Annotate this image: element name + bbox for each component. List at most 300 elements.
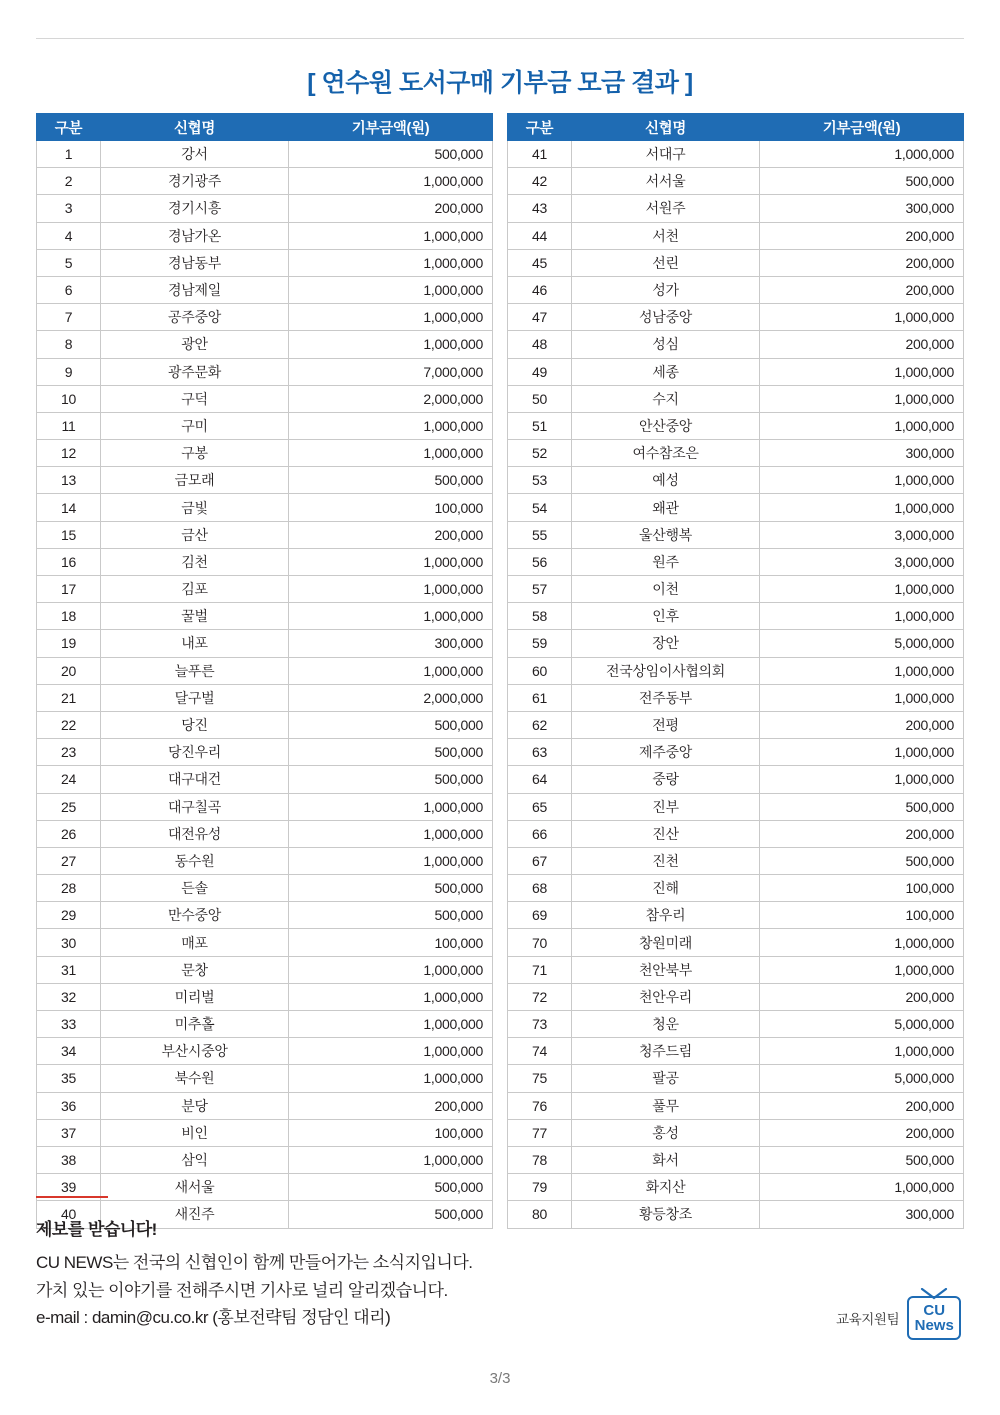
cell-amount: 500,000 (289, 467, 493, 494)
table-row (508, 820, 964, 847)
table-row (508, 1011, 964, 1038)
cell-name: 경남동부 (101, 249, 289, 276)
table-row (508, 168, 964, 195)
cell-no: 36 (37, 1092, 101, 1119)
cell-amount: 1,000,000 (760, 494, 964, 521)
cell-name: 예성 (572, 467, 760, 494)
cell-amount: 1,000,000 (760, 141, 964, 168)
cell-amount: 200,000 (760, 820, 964, 847)
table-row (37, 847, 493, 874)
cell-no: 1 (37, 141, 101, 168)
cell-no: 73 (508, 1011, 572, 1038)
cell-no: 13 (37, 467, 101, 494)
footer-heading: 제보를 받습니다! (36, 1220, 157, 1239)
cell-name: 성가 (572, 276, 760, 303)
cell-name: 구봉 (101, 440, 289, 467)
cell-name: 천안북부 (572, 956, 760, 983)
cell-no: 68 (508, 875, 572, 902)
table-row (508, 304, 964, 331)
cell-no: 72 (508, 983, 572, 1010)
cell-amount: 500,000 (289, 766, 493, 793)
table-row (37, 1119, 493, 1146)
cell-amount: 1,000,000 (760, 684, 964, 711)
table-row (508, 929, 964, 956)
cell-no: 22 (37, 711, 101, 738)
cell-no: 49 (508, 358, 572, 385)
cell-amount: 300,000 (289, 630, 493, 657)
cell-amount: 300,000 (760, 440, 964, 467)
cell-amount: 1,000,000 (760, 929, 964, 956)
cell-amount: 1,000,000 (289, 276, 493, 303)
cell-no: 9 (37, 358, 101, 385)
cell-no: 53 (508, 467, 572, 494)
header-divider (36, 38, 964, 39)
cell-no: 4 (37, 222, 101, 249)
cell-amount: 1,000,000 (760, 467, 964, 494)
cell-amount: 7,000,000 (289, 358, 493, 385)
cell-name: 경남제일 (101, 276, 289, 303)
donation-table-right (507, 113, 964, 1229)
logo-box (907, 1296, 961, 1340)
column-header-name: 신협명 (101, 114, 289, 141)
cell-no: 69 (508, 902, 572, 929)
cell-no: 61 (508, 684, 572, 711)
cell-no: 31 (37, 956, 101, 983)
cell-no: 60 (508, 657, 572, 684)
cell-name: 구미 (101, 412, 289, 439)
cell-no: 29 (37, 902, 101, 929)
cell-amount: 1,000,000 (760, 1174, 964, 1201)
cell-name: 성심 (572, 331, 760, 358)
column-header-amount: 기부금액(원) (289, 114, 493, 141)
cell-no: 64 (508, 766, 572, 793)
cell-no: 57 (508, 576, 572, 603)
cell-no: 43 (508, 195, 572, 222)
table-row (508, 902, 964, 929)
cell-no: 66 (508, 820, 572, 847)
cell-name: 달구벌 (101, 684, 289, 711)
cell-name: 부산시중앙 (101, 1038, 289, 1065)
cell-name: 화서 (572, 1146, 760, 1173)
cell-no: 6 (37, 276, 101, 303)
brand-block (836, 1288, 963, 1340)
cell-name: 청주드림 (572, 1038, 760, 1065)
cell-no: 47 (508, 304, 572, 331)
table-row (508, 711, 964, 738)
cell-no: 26 (37, 820, 101, 847)
cell-amount: 5,000,000 (760, 1011, 964, 1038)
table-row (37, 222, 493, 249)
cell-amount: 500,000 (760, 1146, 964, 1173)
table-row (37, 630, 493, 657)
cell-amount: 200,000 (760, 983, 964, 1010)
cell-amount: 100,000 (760, 875, 964, 902)
table-row (37, 820, 493, 847)
cell-amount: 1,000,000 (289, 603, 493, 630)
table-row (37, 684, 493, 711)
table-row (508, 276, 964, 303)
cell-amount: 1,000,000 (289, 983, 493, 1010)
cell-no: 20 (37, 657, 101, 684)
cell-no: 76 (508, 1092, 572, 1119)
table-row (508, 521, 964, 548)
cell-name: 김포 (101, 576, 289, 603)
cell-no: 41 (508, 141, 572, 168)
cell-amount: 5,000,000 (760, 1065, 964, 1092)
team-label: 교육지원팀 (836, 1312, 900, 1327)
table-row (37, 548, 493, 575)
cell-name: 여수참조은 (572, 440, 760, 467)
cell-amount: 1,000,000 (760, 603, 964, 630)
cell-name: 금산 (101, 521, 289, 548)
cell-name: 안산중앙 (572, 412, 760, 439)
cell-name: 당진 (101, 711, 289, 738)
cell-amount: 200,000 (289, 195, 493, 222)
table-row (37, 1092, 493, 1119)
cell-no: 80 (508, 1201, 572, 1228)
cell-amount: 1,000,000 (760, 739, 964, 766)
footer-contact-email[interactable]: e-mail : damin@cu.co.kr (홍보전략팀 정담인 대리) (36, 1308, 391, 1328)
cell-no: 50 (508, 385, 572, 412)
cell-no: 39 (37, 1174, 101, 1201)
table-row (37, 385, 493, 412)
cell-amount: 500,000 (760, 793, 964, 820)
table-row (37, 983, 493, 1010)
cell-no: 52 (508, 440, 572, 467)
cell-no: 32 (37, 983, 101, 1010)
cell-amount: 1,000,000 (289, 249, 493, 276)
cell-no: 33 (37, 1011, 101, 1038)
cell-amount: 500,000 (289, 711, 493, 738)
cell-name: 경남가온 (101, 222, 289, 249)
cell-name: 성남중앙 (572, 304, 760, 331)
table-row (508, 847, 964, 874)
cell-amount: 1,000,000 (289, 1011, 493, 1038)
donation-table-left (36, 113, 493, 1229)
table-row (37, 168, 493, 195)
cell-no: 45 (508, 249, 572, 276)
cell-no: 63 (508, 739, 572, 766)
logo-text-news: News (914, 1317, 954, 1334)
cell-no: 48 (508, 331, 572, 358)
cell-amount: 1,000,000 (760, 1038, 964, 1065)
cell-name: 풀무 (572, 1092, 760, 1119)
cell-name: 진해 (572, 875, 760, 902)
cell-no: 78 (508, 1146, 572, 1173)
table-row (37, 902, 493, 929)
table-row (508, 548, 964, 575)
column-header-no: 구분 (37, 114, 101, 141)
cell-name: 수지 (572, 385, 760, 412)
table-row (37, 195, 493, 222)
table-row (508, 412, 964, 439)
cell-no: 35 (37, 1065, 101, 1092)
table-row (37, 1146, 493, 1173)
table-row (37, 956, 493, 983)
table-row (37, 440, 493, 467)
cell-name: 문창 (101, 956, 289, 983)
cell-no: 79 (508, 1174, 572, 1201)
cell-amount: 100,000 (289, 1119, 493, 1146)
table-row (508, 467, 964, 494)
cell-name: 세종 (572, 358, 760, 385)
table-row (508, 739, 964, 766)
table-row (37, 494, 493, 521)
cell-name: 참우리 (572, 902, 760, 929)
cell-no: 7 (37, 304, 101, 331)
cell-amount: 500,000 (760, 847, 964, 874)
cell-amount: 100,000 (289, 929, 493, 956)
cell-name: 진천 (572, 847, 760, 874)
cell-no: 14 (37, 494, 101, 521)
table-row (37, 929, 493, 956)
cell-name: 꿀벌 (101, 603, 289, 630)
cell-amount: 1,000,000 (289, 331, 493, 358)
cell-amount: 300,000 (760, 195, 964, 222)
table-row (37, 276, 493, 303)
cell-amount: 5,000,000 (760, 630, 964, 657)
cell-no: 62 (508, 711, 572, 738)
cell-name: 서서울 (572, 168, 760, 195)
table-row (37, 657, 493, 684)
cell-no: 56 (508, 548, 572, 575)
cell-no: 8 (37, 331, 101, 358)
table-row (508, 875, 964, 902)
cell-amount: 1,000,000 (289, 412, 493, 439)
cell-amount: 1,000,000 (289, 440, 493, 467)
cell-amount: 200,000 (760, 1119, 964, 1146)
logo-text-cu: CU (923, 1301, 946, 1319)
cell-amount: 1,000,000 (760, 412, 964, 439)
cell-amount: 500,000 (289, 1174, 493, 1201)
donation-tables (36, 113, 964, 1229)
table-row (508, 1174, 964, 1201)
cell-no: 28 (37, 875, 101, 902)
cu-news-logo (907, 1288, 963, 1340)
table-row (508, 494, 964, 521)
cell-name: 공주중앙 (101, 304, 289, 331)
cell-amount: 1,000,000 (289, 820, 493, 847)
cell-name: 대구칠곡 (101, 793, 289, 820)
table-row (508, 603, 964, 630)
cell-no: 2 (37, 168, 101, 195)
cell-no: 24 (37, 766, 101, 793)
table-row (37, 467, 493, 494)
page-title: [ 연수원 도서구매 기부금 모금 결과 ] (307, 69, 693, 97)
cell-name: 전평 (572, 711, 760, 738)
cell-amount: 1,000,000 (289, 168, 493, 195)
column-header-no: 구분 (508, 114, 572, 141)
cell-amount: 1,000,000 (289, 1065, 493, 1092)
cell-no: 71 (508, 956, 572, 983)
table-row (37, 766, 493, 793)
cell-amount: 1,000,000 (289, 304, 493, 331)
footer-block (36, 1215, 796, 1332)
cell-amount: 1,000,000 (760, 956, 964, 983)
cell-amount: 200,000 (760, 1092, 964, 1119)
cell-name: 미추홀 (101, 1011, 289, 1038)
cell-amount: 500,000 (289, 1201, 493, 1228)
cell-no: 59 (508, 630, 572, 657)
cell-no: 65 (508, 793, 572, 820)
cell-name: 대전유성 (101, 820, 289, 847)
cell-name: 천안우리 (572, 983, 760, 1010)
cell-name: 전국상임이사협의회 (572, 657, 760, 684)
cell-name: 진부 (572, 793, 760, 820)
cell-name: 강서 (101, 141, 289, 168)
cell-name: 선린 (572, 249, 760, 276)
cell-name: 만수중앙 (101, 902, 289, 929)
cell-name: 청운 (572, 1011, 760, 1038)
cell-name: 금빛 (101, 494, 289, 521)
cell-name: 구덕 (101, 385, 289, 412)
cell-name: 울산행복 (572, 521, 760, 548)
cell-no: 3 (37, 195, 101, 222)
table-row (37, 412, 493, 439)
cell-amount: 1,000,000 (289, 1146, 493, 1173)
table-row (508, 1146, 964, 1173)
cell-no: 27 (37, 847, 101, 874)
footer-line-2: 가치 있는 이야기를 전해주시면 기사로 널리 알리겠습니다. (36, 1280, 448, 1300)
cell-no: 30 (37, 929, 101, 956)
table-row (37, 739, 493, 766)
cell-name: 경기광주 (101, 168, 289, 195)
table-row (508, 576, 964, 603)
table-row (508, 684, 964, 711)
cell-amount: 1,000,000 (289, 548, 493, 575)
cell-amount: 200,000 (760, 711, 964, 738)
cell-no: 40 (37, 1201, 101, 1228)
cell-no: 34 (37, 1038, 101, 1065)
page-number: 3/3 (489, 1370, 511, 1387)
cell-name: 팔공 (572, 1065, 760, 1092)
table-row (508, 358, 964, 385)
cell-amount: 1,000,000 (289, 657, 493, 684)
cell-amount: 200,000 (760, 222, 964, 249)
cell-amount: 200,000 (760, 249, 964, 276)
table-row (508, 385, 964, 412)
cell-no: 51 (508, 412, 572, 439)
cell-name: 삼익 (101, 1146, 289, 1173)
cell-name: 인후 (572, 603, 760, 630)
cell-name: 북수원 (101, 1065, 289, 1092)
cell-amount: 100,000 (760, 902, 964, 929)
cell-name: 새진주 (101, 1201, 289, 1228)
cell-name: 미리벌 (101, 983, 289, 1010)
cell-amount: 200,000 (289, 1092, 493, 1119)
cell-no: 42 (508, 168, 572, 195)
table-row (508, 1119, 964, 1146)
cell-name: 진산 (572, 820, 760, 847)
cell-amount: 1,000,000 (289, 1038, 493, 1065)
cell-no: 67 (508, 847, 572, 874)
cell-name: 이천 (572, 576, 760, 603)
cell-name: 창원미래 (572, 929, 760, 956)
table-row (37, 1011, 493, 1038)
table-row (37, 576, 493, 603)
cell-no: 54 (508, 494, 572, 521)
table-row (508, 331, 964, 358)
table-row (508, 956, 964, 983)
cell-name: 새서울 (101, 1174, 289, 1201)
cell-name: 제주중앙 (572, 739, 760, 766)
footer-accent-rule (36, 1196, 108, 1198)
cell-no: 15 (37, 521, 101, 548)
cell-amount: 1,000,000 (289, 847, 493, 874)
cell-amount: 3,000,000 (760, 548, 964, 575)
cell-name: 서대구 (572, 141, 760, 168)
cell-amount: 500,000 (289, 141, 493, 168)
table-row (37, 875, 493, 902)
cell-amount: 100,000 (289, 494, 493, 521)
cell-amount: 200,000 (760, 331, 964, 358)
cell-amount: 2,000,000 (289, 684, 493, 711)
table-row (37, 521, 493, 548)
table-row (508, 793, 964, 820)
table-row (37, 331, 493, 358)
cell-no: 12 (37, 440, 101, 467)
footer-line-1: CU NEWS는 전국의 신협인이 함께 만들어가는 소식지입니다. (36, 1253, 473, 1272)
cell-name: 김천 (101, 548, 289, 575)
cell-amount: 1,000,000 (289, 222, 493, 249)
cell-name: 광안 (101, 331, 289, 358)
cell-name: 황등창조 (572, 1201, 760, 1228)
cell-name: 대구대건 (101, 766, 289, 793)
cell-name: 당진우리 (101, 739, 289, 766)
cell-amount: 500,000 (289, 875, 493, 902)
cell-amount: 500,000 (289, 739, 493, 766)
cell-name: 화지산 (572, 1174, 760, 1201)
cell-amount: 500,000 (289, 902, 493, 929)
table-row (508, 440, 964, 467)
table-row (37, 304, 493, 331)
table-row (508, 141, 964, 168)
cell-no: 77 (508, 1119, 572, 1146)
cell-no: 25 (37, 793, 101, 820)
cell-name: 서천 (572, 222, 760, 249)
cell-amount: 3,000,000 (760, 521, 964, 548)
cell-name: 광주문화 (101, 358, 289, 385)
cell-amount: 1,000,000 (760, 385, 964, 412)
cell-amount: 300,000 (760, 1201, 964, 1228)
cell-name: 내포 (101, 630, 289, 657)
cell-no: 55 (508, 521, 572, 548)
cell-no: 16 (37, 548, 101, 575)
table-header-row (37, 114, 493, 141)
cell-no: 58 (508, 603, 572, 630)
cell-amount: 500,000 (760, 168, 964, 195)
table-row (37, 358, 493, 385)
cell-no: 74 (508, 1038, 572, 1065)
cell-no: 23 (37, 739, 101, 766)
cell-amount: 1,000,000 (289, 576, 493, 603)
cell-amount: 1,000,000 (289, 956, 493, 983)
cell-no: 46 (508, 276, 572, 303)
column-header-amount: 기부금액(원) (760, 114, 964, 141)
cell-name: 분당 (101, 1092, 289, 1119)
cell-no: 10 (37, 385, 101, 412)
table-row (37, 249, 493, 276)
table-row (37, 1065, 493, 1092)
table-row (508, 630, 964, 657)
cell-no: 70 (508, 929, 572, 956)
cell-no: 19 (37, 630, 101, 657)
table-row (508, 195, 964, 222)
cell-name: 경기시흥 (101, 195, 289, 222)
cell-amount: 1,000,000 (760, 657, 964, 684)
cell-amount: 1,000,000 (760, 766, 964, 793)
table-row (508, 657, 964, 684)
